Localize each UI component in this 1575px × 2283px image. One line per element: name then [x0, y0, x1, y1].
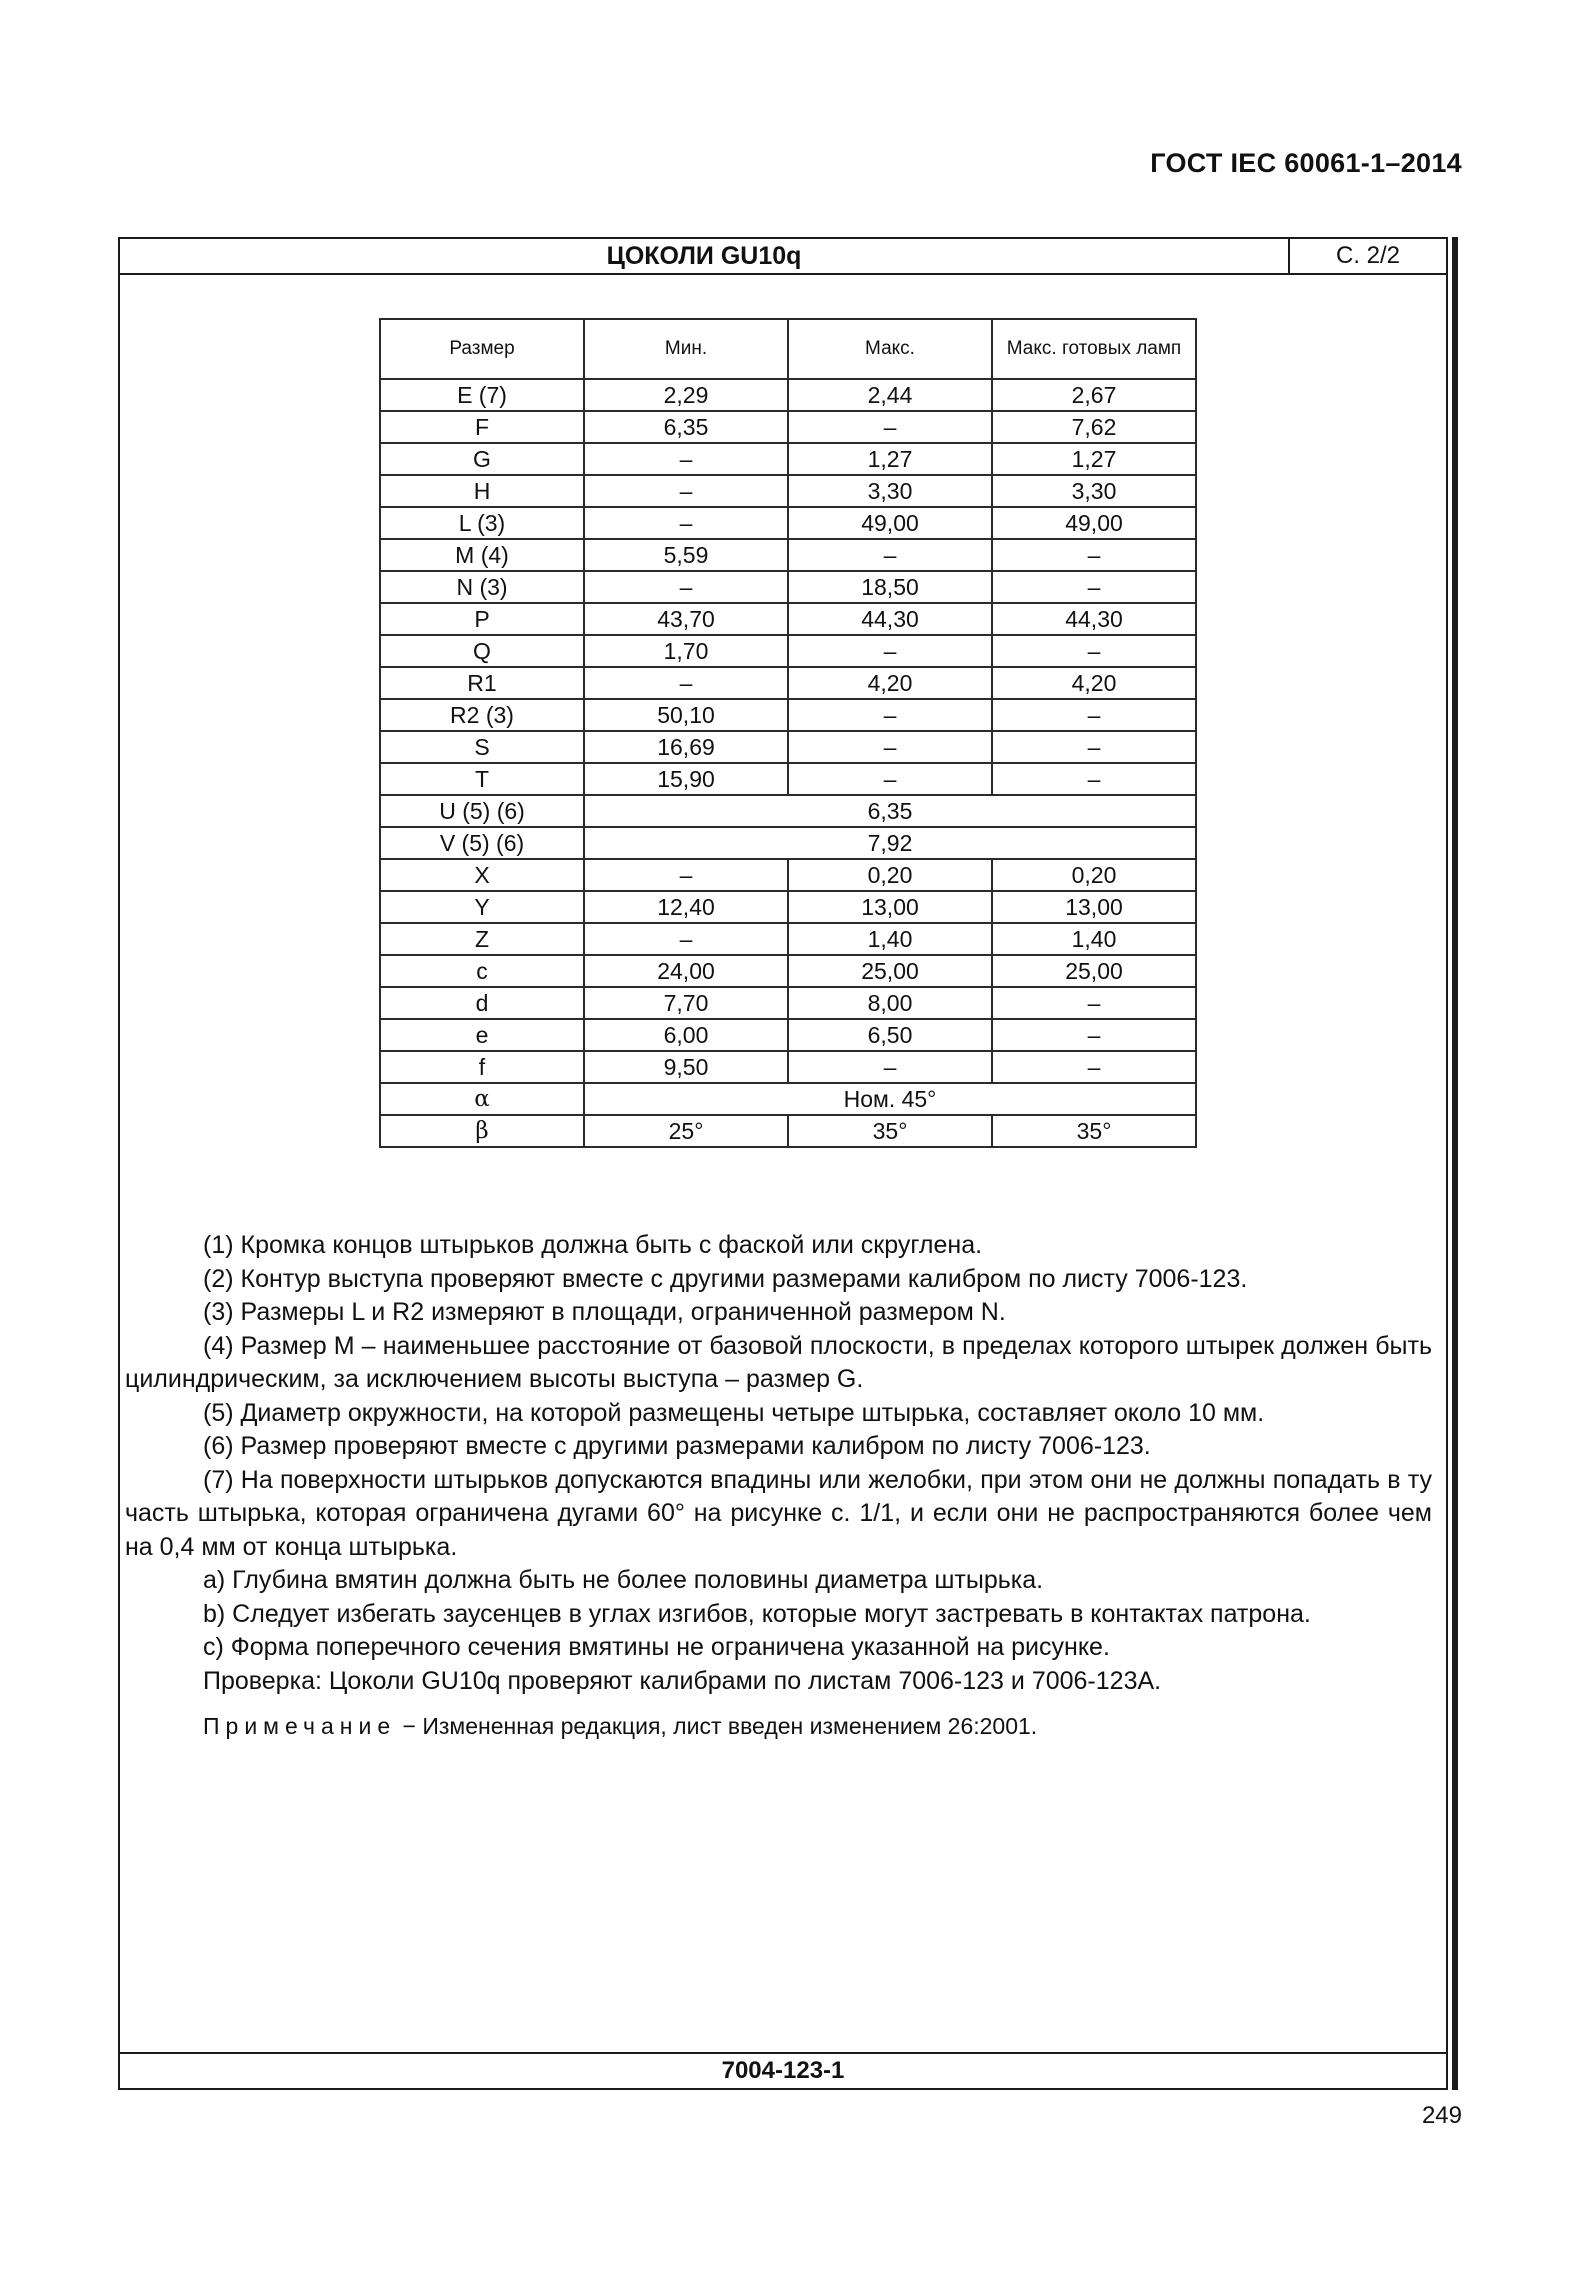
cell-dimension: N (3): [380, 571, 584, 603]
cell-dimension: Q: [380, 635, 584, 667]
remark: [125, 1710, 1432, 1744]
table-row: [380, 731, 1196, 763]
sheet-page-indicator: С. 2/2: [1335, 242, 1401, 269]
cell-merged-value: Ном. 45°: [584, 1083, 1196, 1115]
cell-dimension: d: [380, 987, 584, 1019]
table-row: [380, 1051, 1196, 1083]
sheet-header: [120, 239, 1446, 275]
cell-min: 15,90: [584, 763, 788, 795]
cell-max-lamp: –: [992, 1019, 1196, 1051]
cell-min: 6,35: [584, 411, 788, 443]
column-header-max: Макс.: [788, 319, 992, 379]
notes-section: [120, 1229, 1448, 1744]
table-row: [380, 667, 1196, 699]
cell-max: 6,50: [788, 1019, 992, 1051]
cell-min: –: [584, 507, 788, 539]
column-header-min: Мин.: [584, 319, 788, 379]
cell-max-lamp: 0,20: [992, 859, 1196, 891]
cell-max-lamp: 13,00: [992, 891, 1196, 923]
cell-dimension: T: [380, 763, 584, 795]
cell-max-lamp: 7,62: [992, 411, 1196, 443]
cell-min: 25°: [584, 1115, 788, 1147]
document-standard-title: ГОСТ IEC 60061-1–2014: [1150, 148, 1462, 178]
standard-sheet: [118, 237, 1448, 2090]
table-row: [380, 1019, 1196, 1051]
cell-max: 0,20: [788, 859, 992, 891]
cell-dimension: c: [380, 955, 584, 987]
cell-max-lamp: –: [992, 763, 1196, 795]
cell-max: 2,44: [788, 379, 992, 411]
cell-dimension: L (3): [380, 507, 584, 539]
table-row: [380, 795, 1196, 827]
note-7: (7) На поверхности штырьков допускаются впадины или желобки, при этом они не должны попадать в ту часть штырька, которая ограничена дугами 60° на рисунке с. 1/1, и если они не распространяются более чем на 0,4 мм от конца штырька.: [125, 1465, 1432, 1561]
table-row: [380, 1115, 1196, 1147]
cell-max-lamp: –: [992, 571, 1196, 603]
cell-max-lamp: 1,40: [992, 923, 1196, 955]
cell-dimension: R1: [380, 667, 584, 699]
cell-max: 44,30: [788, 603, 992, 635]
table-row: [380, 987, 1196, 1019]
cell-max-lamp: –: [992, 699, 1196, 731]
cell-min: –: [584, 443, 788, 475]
cell-max: 25,00: [788, 955, 992, 987]
cell-max: 13,00: [788, 891, 992, 923]
column-header-size: Размер: [380, 319, 584, 379]
cell-max: 4,20: [788, 667, 992, 699]
cell-dimension: α: [380, 1083, 584, 1115]
table-row: [380, 923, 1196, 955]
cell-merged-value: 6,35: [584, 795, 1196, 827]
cell-min: 16,69: [584, 731, 788, 763]
table-row: [380, 571, 1196, 603]
cell-max: –: [788, 539, 992, 571]
table-row: [380, 827, 1196, 859]
remark-text: − Измененная редакция, лист введен изменением 26:2001.: [396, 1713, 1038, 1739]
cell-max: 1,27: [788, 443, 992, 475]
cell-min: 2,29: [584, 379, 788, 411]
column-header-max-finished-lamps: Макс. готовых ламп: [992, 319, 1196, 379]
cell-min: –: [584, 923, 788, 955]
cell-max-lamp: 2,67: [992, 379, 1196, 411]
cell-dimension: β: [380, 1115, 584, 1147]
table-row: [380, 603, 1196, 635]
cell-max-lamp: –: [992, 539, 1196, 571]
cell-max-lamp: –: [992, 731, 1196, 763]
cell-dimension: U (5) (6): [380, 795, 584, 827]
cell-min: –: [584, 859, 788, 891]
cell-max: –: [788, 731, 992, 763]
cell-min: 1,70: [584, 635, 788, 667]
table-header-row: [380, 319, 1196, 379]
cell-max-lamp: 4,20: [992, 667, 1196, 699]
cell-dimension: E (7): [380, 379, 584, 411]
note-5: (5) Диаметр окружности, на которой размещены четыре штырька, составляет около 10 мм.: [203, 1398, 1265, 1427]
table-row: [380, 635, 1196, 667]
table-row: [380, 891, 1196, 923]
note-6: (6) Размер проверяют вместе с другими размерами калибром по листу 7006-123.: [203, 1432, 1151, 1460]
table-row: [380, 763, 1196, 795]
note-1: (1) Кромка концов штырьков должна быть с фаской или скруглена.: [203, 1231, 983, 1259]
cell-max: –: [788, 635, 992, 667]
table-row: [380, 859, 1196, 891]
table-row: [380, 699, 1196, 731]
cell-max-lamp: –: [992, 1051, 1196, 1083]
cell-min: 7,70: [584, 987, 788, 1019]
verification-note: Проверка: Цоколи GU10q проверяют калибрами по листам 7006-123 и 7006-123A.: [203, 1666, 1162, 1695]
sheet-right-border: [1452, 237, 1458, 2090]
cell-max: 3,30: [788, 475, 992, 507]
cell-max: 49,00: [788, 507, 992, 539]
cell-max: –: [788, 1051, 992, 1083]
sheet-title: ЦОКОЛИ GU10q: [606, 242, 802, 270]
cell-dimension: f: [380, 1051, 584, 1083]
table-row: [380, 443, 1196, 475]
cell-max-lamp: 1,27: [992, 443, 1196, 475]
cell-max-lamp: 25,00: [992, 955, 1196, 987]
cell-max: –: [788, 411, 992, 443]
cell-dimension: V (5) (6): [380, 827, 584, 859]
table-row: [380, 411, 1196, 443]
table-row: [380, 539, 1196, 571]
cell-dimension: S: [380, 731, 584, 763]
cell-max: –: [788, 763, 992, 795]
cell-min: –: [584, 571, 788, 603]
cell-min: 9,50: [584, 1051, 788, 1083]
cell-min: 12,40: [584, 891, 788, 923]
cell-max: 8,00: [788, 987, 992, 1019]
cell-dimension: P: [380, 603, 584, 635]
cell-max-lamp: –: [992, 987, 1196, 1019]
cell-dimension: X: [380, 859, 584, 891]
note-4: (4) Размер M – наименьшее расстояние от базовой плоскости, в пределах которого штырек должен быть цилиндрическим, за исключением высоты выступа – размер G.: [125, 1331, 1432, 1393]
cell-min: –: [584, 475, 788, 507]
cell-min: 5,59: [584, 539, 788, 571]
cell-max-lamp: 49,00: [992, 507, 1196, 539]
cell-min: 6,00: [584, 1019, 788, 1051]
table-row: [380, 507, 1196, 539]
cell-max-lamp: 3,30: [992, 475, 1196, 507]
remark-label: Примечание: [203, 1713, 397, 1739]
cell-max: –: [788, 699, 992, 731]
cell-dimension: e: [380, 1019, 584, 1051]
table-row: [380, 955, 1196, 987]
cell-dimension: R2 (3): [380, 699, 584, 731]
table-row: [380, 1083, 1196, 1115]
page-number: 249: [1421, 2102, 1462, 2129]
cell-max: 1,40: [788, 923, 992, 955]
cell-min: 43,70: [584, 603, 788, 635]
cell-dimension: M (4): [380, 539, 584, 571]
cell-max: 35°: [788, 1115, 992, 1147]
note-7b: b) Следует избегать заусенцев в углах изгибов, которые могут застревать в контактах патрона.: [203, 1599, 1311, 1628]
cell-min: 50,10: [584, 699, 788, 731]
note-2: (2) Контур выступа проверяют вместе с другими размерами калибром по листу 7006-123.: [203, 1264, 1248, 1293]
cell-dimension: Y: [380, 891, 584, 923]
cell-min: 24,00: [584, 955, 788, 987]
table-row: [380, 379, 1196, 411]
cell-dimension: Z: [380, 923, 584, 955]
cell-dimension: G: [380, 443, 584, 475]
cell-max-lamp: 44,30: [992, 603, 1196, 635]
note-7a: a) Глубина вмятин должна быть не более половины диаметра штырька.: [203, 1566, 1044, 1594]
note-7c: c) Форма поперечного сечения вмятины не ограничена указанной на рисунке.: [203, 1633, 1110, 1661]
dimensions-table: [379, 318, 1197, 1148]
note-3: (3) Размеры L и R2 измеряют в площади, ограниченной размером N.: [203, 1298, 1006, 1326]
cell-max-lamp: –: [992, 635, 1196, 667]
cell-max: 18,50: [788, 571, 992, 603]
table-row: [380, 475, 1196, 507]
sheet-footer-number: 7004-123-1: [120, 2052, 1446, 2088]
cell-min: –: [584, 667, 788, 699]
cell-max-lamp: 35°: [992, 1115, 1196, 1147]
cell-dimension: F: [380, 411, 584, 443]
cell-merged-value: 7,92: [584, 827, 1196, 859]
cell-dimension: H: [380, 475, 584, 507]
